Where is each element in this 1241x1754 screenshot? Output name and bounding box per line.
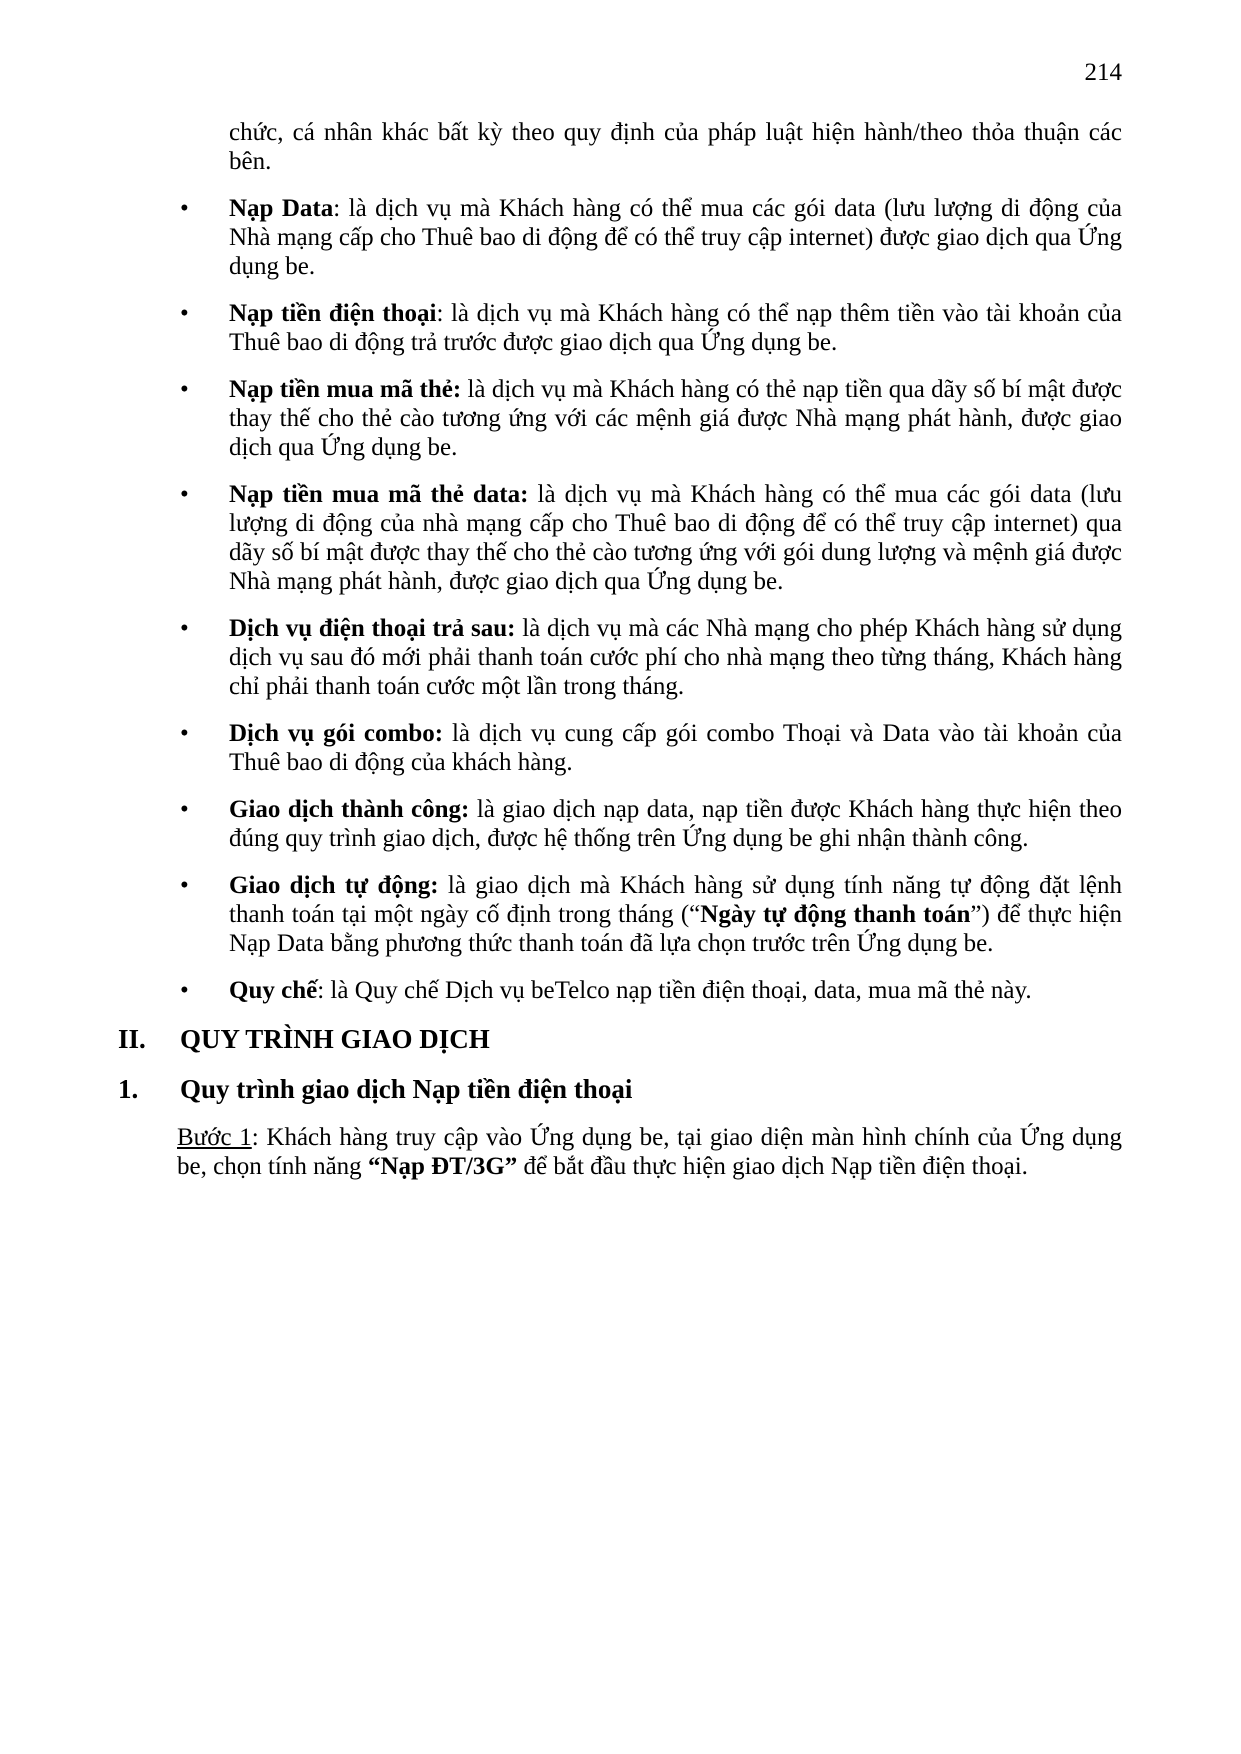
bold-text-run: Giao dịch tự động:	[229, 872, 439, 899]
text-run: ”) để thực hiện Nạp Data bằng phương thức thanh toán đã lựa chọn trước trên Ứng dụng be.	[229, 901, 1122, 957]
list-item-text	[229, 872, 1122, 957]
text-run: : Khách hàng truy cập vào Ứng dụng be, tại giao diện màn hình chính của Ứng dụng be, chọn tính năng	[177, 1124, 1122, 1180]
list-item	[180, 614, 1123, 701]
definition-list	[0, 194, 1241, 1005]
section-heading-title: QUY TRÌNH GIAO DỊCH	[180, 1024, 490, 1054]
document-body	[0, 118, 1241, 1199]
sub-heading-number: 1.	[118, 1074, 139, 1104]
sub-heading	[118, 1073, 1122, 1105]
bold-text-run: Dịch vụ gói combo:	[229, 720, 444, 747]
list-item-text	[229, 977, 1032, 1004]
list-item	[180, 871, 1123, 958]
list-item	[180, 795, 1122, 853]
list-item-text	[229, 300, 1122, 356]
bold-text-run: Dịch vụ điện thoại trả sau:	[229, 615, 516, 642]
bullet-icon: •	[180, 300, 189, 327]
bold-text-run: Nạp tiền điện thoại	[229, 300, 437, 327]
bold-text-run: Nạp Data	[229, 195, 334, 222]
text-run: là dịch vụ mà Khách hàng có thẻ nạp tiền qua dãy số bí mật được thay thế cho thẻ cào tương ứng với các mệnh giá được Nhà mạng phát hành, được giao dịch qua Ứng dụng be.	[229, 376, 1122, 461]
bold-text-run: Quy chế	[229, 977, 318, 1004]
section-heading	[118, 1023, 1122, 1055]
text-run: là giao dịch nạp data, nạp tiền được Khách hàng thực hiện theo đúng quy trình giao dịch, được hệ thống trên Ứng dụng be ghi nhận thành công.	[229, 796, 1122, 852]
text-run: để bắt đầu thực hiện giao dịch Nạp tiền điện thoại.	[517, 1153, 1028, 1180]
bullet-icon: •	[180, 376, 189, 403]
list-item-text	[229, 615, 1122, 700]
list-item	[180, 194, 1122, 281]
bullet-icon: •	[180, 720, 189, 747]
list-item-text	[229, 481, 1122, 595]
underlined-text-run: Bước 1	[177, 1124, 252, 1151]
list-item-text	[229, 720, 1122, 776]
list-item-text	[229, 376, 1122, 461]
page-number: 214	[1084, 59, 1122, 86]
text-run: là dịch vụ cung cấp gói combo Thoại và Data vào tài khoản của Thuê bao di động của khách hàng.	[229, 720, 1122, 776]
bold-text-run: Giao dịch thành công:	[229, 796, 470, 823]
bullet-icon: •	[180, 872, 189, 899]
text-run: là giao dịch mà Khách hàng sử dụng tính năng tự động đặt lệnh thanh toán tại một ngày cố định trong tháng (“	[229, 872, 1123, 928]
text-run: là dịch vụ mà Khách hàng có thể mua các gói data (lưu lượng di động của nhà mạng cấp cho Thuê bao di động để có thể truy cập internet) qua dãy số bí mật được thay thế cho thẻ cào tương ứng với gói dung lượng và mệnh giá được Nhà mạng phát hành, được giao dịch qua Ứng dụng be.	[229, 481, 1122, 595]
bullet-icon: •	[180, 195, 189, 222]
bold-text-run: “Nạp ĐT/3G”	[367, 1153, 518, 1180]
list-item	[180, 719, 1122, 777]
list-item	[180, 299, 1122, 357]
text-run: : là dịch vụ mà Khách hàng có thể mua các gói data (lưu lượng di động của Nhà mạng cấp cho Thuê bao di động để có thể truy cập internet) được giao dịch qua Ứng dụng be.	[229, 195, 1122, 280]
text-run: : là Quy chế Dịch vụ beTelco nạp tiền điện thoại, data, mua mã thẻ này.	[317, 977, 1032, 1004]
list-item	[180, 480, 1122, 596]
bold-text-run: Nạp tiền mua mã thẻ data:	[229, 481, 529, 508]
list-item-text	[229, 796, 1122, 852]
sub-heading-title: Quy trình giao dịch Nạp tiền điện thoại	[180, 1074, 633, 1104]
bullet-icon: •	[180, 615, 189, 642]
section-heading-number: II.	[118, 1024, 146, 1054]
text-run: là dịch vụ mà các Nhà mạng cho phép Khách hàng sử dụng dịch vụ sau đó mới phải thanh toán cước phí cho nhà mạng theo từng tháng, Khách hàng chỉ phải thanh toán cước một lần trong tháng.	[229, 615, 1123, 700]
text-run: : là dịch vụ mà Khách hàng có thể nạp thêm tiền vào tài khoản của Thuê bao di động trả trước được giao dịch qua Ứng dụng be.	[229, 300, 1122, 356]
bold-text-run: Nạp tiền mua mã thẻ:	[229, 376, 462, 403]
bullet-icon: •	[180, 481, 189, 508]
list-item	[180, 375, 1122, 462]
step-paragraph	[177, 1123, 1122, 1181]
intro-paragraph: chức, cá nhân khác bất kỳ theo quy định của pháp luật hiện hành/theo thỏa thuận các bên.	[229, 119, 1122, 175]
bold-text-run: Ngày tự động thanh toán	[700, 901, 971, 928]
bullet-icon: •	[180, 977, 189, 1004]
list-item-text	[229, 195, 1122, 280]
list-item	[180, 976, 1122, 1005]
bullet-icon: •	[180, 796, 189, 823]
